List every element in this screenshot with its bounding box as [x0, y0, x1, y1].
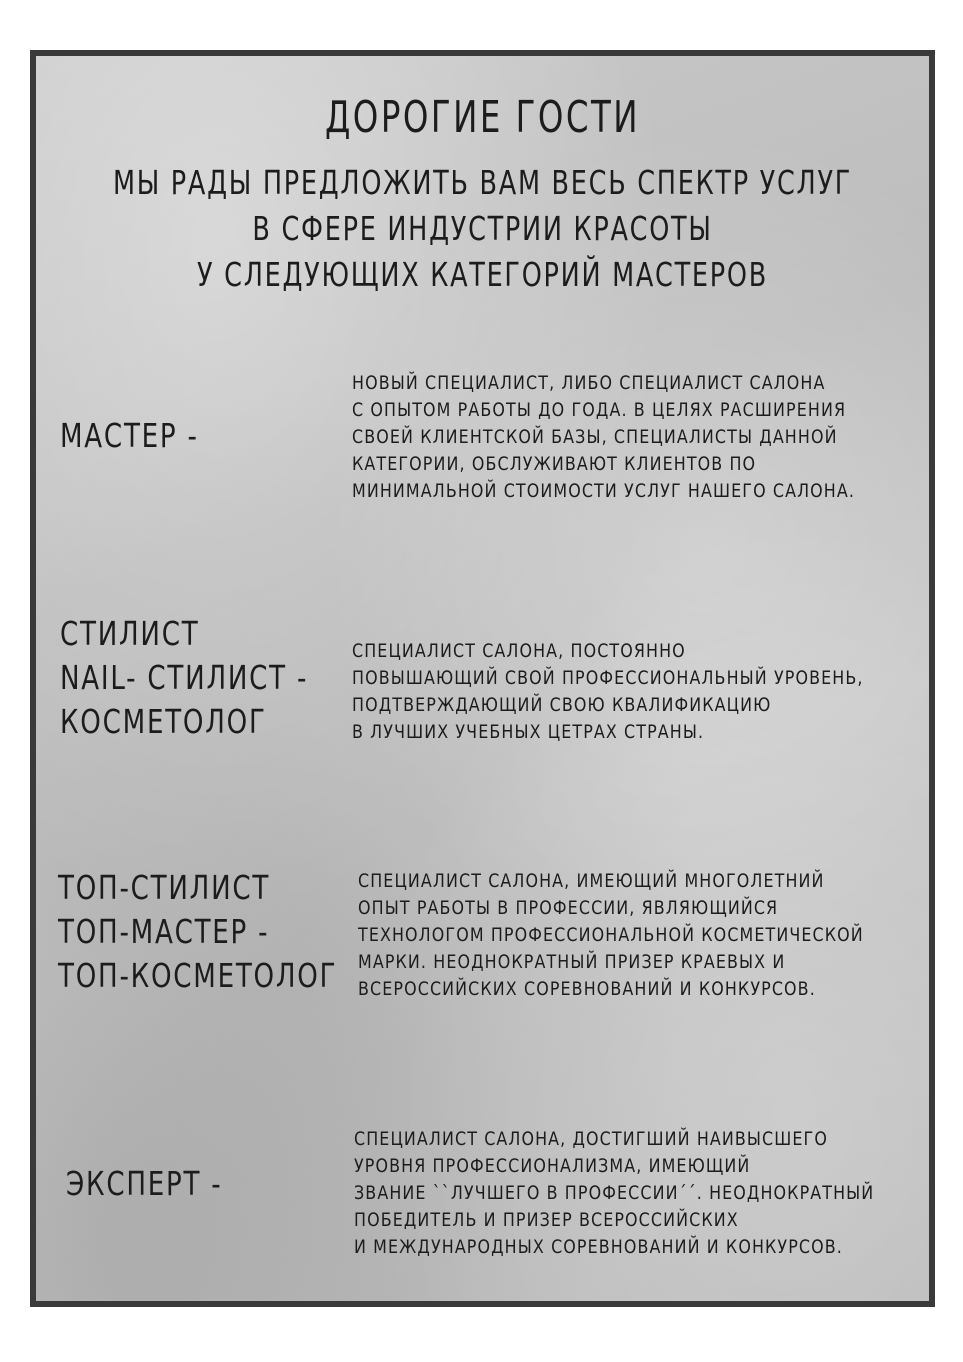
description-line: КАТЕГОРИИ, ОБСЛУЖИВАЮТ КЛИЕНТОВ ПО [352, 453, 757, 475]
description-line: ВСЕРОССИЙСКИХ СОРЕВНОВАНИЙ И КОНКУРСОВ. [358, 978, 816, 1000]
category-name-line: ТОП-МАСТЕР - [58, 912, 270, 951]
poster-frame [30, 50, 935, 1307]
category-description-expert [354, 1126, 874, 1261]
description-line: СПЕЦИАЛИСТ САЛОНА, ПОСТОЯННО [352, 640, 686, 662]
description-line: ПОДТВЕРЖДАЮЩИЙ СВОЮ КВАЛИФИКАЦИЮ [352, 694, 772, 716]
intro-line: У СЛЕДУЮЩИХ КАТЕГОРИЙ МАСТЕРОВ [197, 255, 768, 294]
intro-line: В СФЕРЕ ИНДУСТРИИ КРАСОТЫ [252, 209, 713, 248]
category-name-line: КОСМЕТОЛОГ [60, 702, 267, 741]
category-name-line: ЭКСПЕРТ - [66, 1164, 223, 1203]
description-line: В ЛУЧШИХ УЧЕБНЫХ ЦЕТРАХ СТРАНЫ. [352, 721, 705, 743]
description-line: СПЕЦИАЛИСТ САЛОНА, ИМЕЮЩИЙ МНОГОЛЕТНИЙ [358, 870, 825, 892]
description-line: МАРКИ. НЕОДНОКРАТНЫЙ ПРИЗЕР КРАЕВЫХ И [358, 951, 786, 973]
description-line: СВОЕЙ КЛИЕНТСКОЙ БАЗЫ, СПЕЦИАЛИСТЫ ДАННОЙ [352, 426, 838, 448]
description-line: ПОВЫШАЮЩИЙ СВОЙ ПРОФЕССИОНАЛЬНЫЙ УРОВЕНЬ, [352, 667, 864, 689]
description-line: МИНИМАЛЬНОЙ СТОИМОСТИ УСЛУГ НАШЕГО САЛОНА. [352, 480, 856, 502]
category-name-top [58, 866, 337, 998]
intro-text [36, 160, 929, 298]
description-line: ПОБЕДИТЕЛЬ И ПРИЗЕР ВСЕРОССИЙСКИХ [354, 1209, 739, 1231]
category-name-stylist [60, 612, 308, 744]
description-line: ТЕХНОЛОГОМ ПРОФЕССИОНАЛЬНОЙ КОСМЕТИЧЕСКОЙ [358, 924, 864, 946]
description-line: ОПЫТ РАБОТЫ В ПРОФЕССИИ, ЯВЛЯЮЩИЙСЯ [358, 897, 779, 919]
category-name-line: МАСТЕР - [60, 416, 199, 455]
category-name-line: NAIL- СТИЛИСТ - [60, 658, 309, 697]
description-line: СПЕЦИАЛИСТ САЛОНА, ДОСТИГШИЙ НАИВЫСШЕГО [354, 1128, 828, 1150]
category-description-stylist [352, 638, 864, 746]
intro-line: МЫ РАДЫ ПРЕДЛОЖИТЬ ВАМ ВЕСЬ СПЕКТР УСЛУГ [112, 163, 853, 202]
category-name-line: ТОП-СТИЛИСТ [58, 868, 271, 907]
category-name-line: СТИЛИСТ [60, 614, 200, 653]
page-title: ДОРОГИЕ ГОСТИ [324, 92, 641, 143]
category-description-master [352, 370, 855, 505]
category-name-expert [66, 1162, 222, 1206]
description-line: ЗВАНИЕ ``ЛУЧШЕГО В ПРОФЕССИИ´´. НЕОДНОКРАТНЫЙ [354, 1182, 875, 1204]
description-line: С ОПЫТОМ РАБОТЫ ДО ГОДА. В ЦЕЛЯХ РАСШИРЕНИЯ [352, 399, 847, 421]
description-line: УРОВНЯ ПРОФЕССИОНАЛИЗМА, ИМЕЮЩИЙ [354, 1155, 751, 1177]
category-name-master [60, 414, 199, 458]
category-name-line: ТОП-КОСМЕТОЛОГ [58, 956, 338, 995]
category-description-top [358, 868, 864, 1003]
description-line: И МЕЖДУНАРОДНЫХ СОРЕВНОВАНИЙ И КОНКУРСОВ. [354, 1236, 843, 1258]
description-line: НОВЫЙ СПЕЦИАЛИСТ, ЛИБО СПЕЦИАЛИСТ САЛОНА [352, 372, 826, 394]
